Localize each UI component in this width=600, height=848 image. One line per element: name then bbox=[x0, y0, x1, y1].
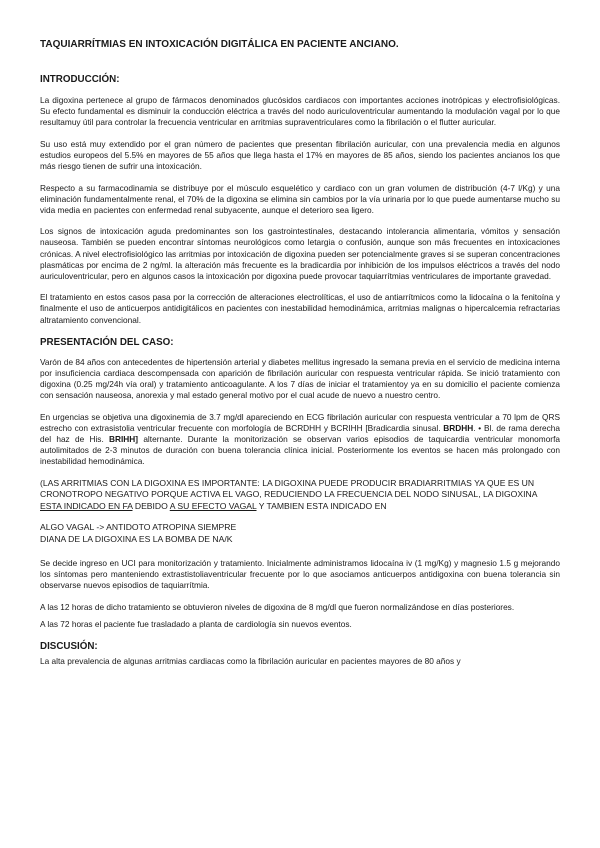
intro-paragraph-2: Su uso está muy extendido por el gran número de pacientes que presentan fibrilación auricular, con una prevalencia media en algunos estudios europeos del 5.5% en mayores de 55 años que llega hasta el 17% en mayores de 85 años, siendo los pacientes ancianos los que más riesgo tienen de sufrir una intoxicación. bbox=[40, 138, 560, 171]
note-line-atropina: ALGO VAGAL -> ANTIDOTO ATROPINA SIEMPRE bbox=[40, 522, 237, 533]
note-line-bomba: DIANA DE LA DIGOXINA ES LA BOMBA DE NA/K bbox=[40, 533, 233, 544]
uppercase-note bbox=[40, 478, 560, 512]
case-p2-brihh: BRIHH] bbox=[109, 434, 139, 445]
case-paragraph-4: A las 12 horas de dicho tratamiento se obtuvieron niveles de digoxina de 8 mg/dl que fueron normalizándose en días posteriores. bbox=[40, 601, 515, 612]
discussion-paragraph-1: La alta prevalencia de algunas arritmias cardiacas como la fibrilación auricular en pacientes mayores de 80 años y bbox=[40, 656, 461, 667]
case-p2-text-c: . • Bl. de rama derecha del haz de His. bbox=[40, 423, 560, 445]
note-underlined-vagal: A SU EFECTO VAGAL bbox=[169, 500, 257, 511]
note-underlined-fa: ESTA INDICADO EN FA bbox=[40, 500, 133, 511]
note-text-a: (LAS ARRITMIAS CON LA DIGOXINA ES IMPORTANTE: LA DIGOXINA PUEDE PRODUCIR BRADIARRITMIAS YA QUE ES UN CRONOTROPO NEGATIVO PORQUE ACTIVA EL VAGO, REDUCIENDO LA FRECUENCIA DEL NODO SINUSAL, LA DIGOXINA bbox=[40, 477, 537, 500]
case-paragraph-1: Varón de 84 años con antecedentes de hipertensión arterial y diabetes mellitus ingresado la semana previa en el servicio de medicina interna por insuficiencia cardiaca descompensada con aparición de fibrilación auricular con respuesta ventricular rápida. Se inició tratamiento con digoxina (0.25 mg/24h vía oral) y tratamiento anticoagulante. A los 7 días de iniciar el tratamientoy ya en su domicilio el paciente comienza con sensación nauseosa, anorexia y mal estado general motivo por el cual acude de nuevo a nuestro centro. bbox=[40, 357, 560, 401]
intro-paragraph-5: El tratamiento en estos casos pasa por la corrección de alteraciones electrolíticas, el uso de antiarrítmicos como la lidocaína o la fenitoína y finalmente el uso de anticuerpos antidigitálicos en pacientes con inestabilidad hemodinámica, arritmias malignas o hipercalcemia refractarias altratamiento convencional. bbox=[40, 292, 560, 325]
case-p2-text-e: alternante. Durante la monitorización se observan varios episodios de taquicardia ventricular monomorfa autolimitados de 2-3 minutos de duración con buena tolerancia clínica inicial. Posteriormente los eventos se hacen más prolongado con inestabilidad hemodinámica. bbox=[40, 434, 560, 467]
intro-paragraph-3: Respecto a su farmacodinamia se distribuye por el músculo esquelético y cardiaco con un gran volumen de distribución (4-7 l/Kg) y una eliminación fundamentalmente renal, el 70% de la digoxina se elimina sin cambios por la vía urinaria por lo que puede aumentarse mucho su vida media en pacientes con enfermedad renal subyacente, aunque el deterioro sea ligero. bbox=[40, 182, 560, 215]
discussion-heading: DISCUSIÓN: bbox=[40, 641, 98, 653]
document-title: TAQUIARRÍTMIAS EN INTOXICACIÓN DIGITÁLICA EN PACIENTE ANCIANO. bbox=[40, 39, 399, 50]
case-p2-text-a: En urgencias se objetiva una digoxinemia de 3.7 mg/dl apareciendo en ECG fibrilación auricular con respuesta ventricular a 70 lpm de QRS estrecho con extrasistolia ventricular frecuente con morfología de BCRDHH y BCRIHH [Bradicardia sinusal. bbox=[40, 411, 560, 434]
note-text-e: Y TAMBIEN ESTA INDICADO EN bbox=[256, 500, 387, 511]
case-heading: PRESENTACIÓN DEL CASO: bbox=[40, 337, 174, 349]
document-body bbox=[40, 38, 560, 678]
case-paragraph-2 bbox=[40, 412, 560, 467]
intro-paragraph-4: Los signos de intoxicación aguda predominantes son los gastrointestinales, destacando intolerancia alimentaria, vómitos y sensación nauseosa. También se pueden encontrar síntomas neurológicos como letargia o confusión, aunque son más frecuentes en intoxicaciones crónicas. A nivel electrofisiológico las arritmias por intoxicación de digoxina pueden ser potencialmente graves si se superan concentraciones plasmáticas por encima de 2 ng/ml. la alteración más frecuente es la bradicardia por inhibición de los impulsos eléctricos a través del nodo auriculoventricular, pero en algunos casos la intoxicación por digoxina puede provocar taquiarrítmias ventriculares de importante gravedad. bbox=[40, 226, 560, 281]
note-lines bbox=[40, 522, 560, 545]
intro-heading: INTRODUCCIÓN: bbox=[40, 74, 120, 85]
case-paragraph-5: A las 72 horas el paciente fue trasladado a planta de cardiología sin nuevos eventos. bbox=[40, 618, 352, 629]
case-p2-brdhh: BRDHH bbox=[443, 423, 474, 434]
case-paragraph-3: Se decide ingreso en UCI para monitorización y tratamiento. Inicialmente administramos lidocaína iv (1 mg/Kg) y magnesio 1.5 g mejorando los síntomas pero manteniendo extrastistoliaventricular frecuente por lo que asociamos anticuerpos antidigoxina con buena tolerancia sin observarse nuevos episodios de taquiarrítmia. bbox=[40, 557, 560, 591]
intro-paragraph-1: La digoxina pertenece al grupo de fármacos denominados glucósidos cardiacos con importantes acciones inotrópicas y electrofisiológicas. Su efecto fundamental es disminuir la conducción eléctrica a través del nodo auriculoventricular aumentando la modulación vagal por lo que resultamuy útil para controlar la frecuencia ventricular en arritmias supraventriculares como la fibrilación o el flutter auricular. bbox=[40, 95, 560, 128]
note-text-c: DEBIDO bbox=[132, 500, 170, 511]
